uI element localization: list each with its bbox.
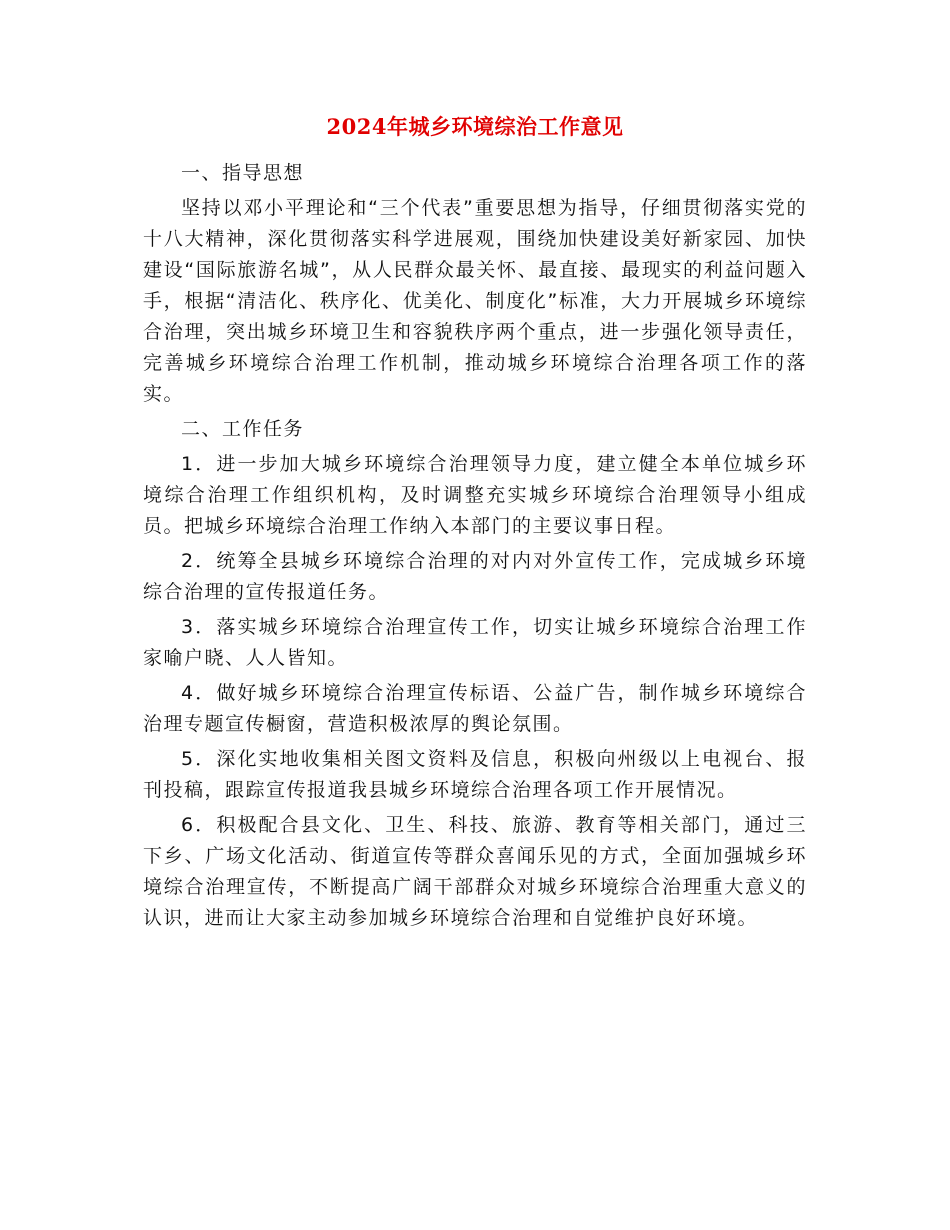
paragraph-task-5: 5．深化实地收集相关图文资料及信息，积极向州级以上电视台、报刊投稿，跟踪宣传报道我县城乡环境综合治理各项工作开展情况。 [143, 748, 807, 801]
document-body [143, 158, 807, 938]
paragraph-task-4: 4．做好城乡环境综合治理宣传标语、公益广告，制作城乡环境综合治理专题宣传橱窗，营造积极浓厚的舆论氛围。 [143, 682, 807, 735]
section-heading-work-tasks: 二、工作任务 [181, 418, 305, 440]
paragraph-task-1: 1．进一步加大城乡环境综合治理领导力度，建立健全本单位城乡环境综合治理工作组织机构，及时调整充实城乡环境综合治理领导小组成员。把城乡环境综合治理工作纳入本部门的主要议事日程。 [143, 453, 807, 537]
document-title: 2024年城乡环境综治工作意见 [326, 114, 624, 139]
paragraph-guiding-ideology: 坚持以邓小平理论和“三个代表”重要思想为指导，仔细贯彻落实党的十八大精神，深化贯彻落实科学进展观，围绕加快建设美好新家园、加快建设“国际旅游名城”，从人民群众最关怀、最直接、最现实的利益问题入手，根据“清洁化、秩序化、优美化、制度化”标准，大力开展城乡环境综合治理，突出城乡环境卫生和容貌秩序两个重点，进一步强化领导责任，完善城乡环境综合治理工作机制，推动城乡环境综合治理各项工作的落实。 [143, 197, 807, 405]
section-heading-guiding-ideology: 一、指导思想 [181, 162, 305, 184]
paragraph-task-6: 6．积极配合县文化、卫生、科技、旅游、教育等相关部门，通过三下乡、广场文化活动、街道宣传等群众喜闻乐见的方式，全面加强城乡环境综合治理宣传，不断提高广阔干部群众对城乡环境综合治理重大意义的认识，进而让大家主动参加城乡环境综合治理和自觉维护良好环境。 [143, 814, 807, 929]
paragraph-task-3: 3．落实城乡环境综合治理宣传工作，切实让城乡环境综合治理工作家喻户晓、人人皆知。 [143, 616, 807, 669]
paragraph-task-2: 2．统筹全县城乡环境综合治理的对内对外宣传工作，完成城乡环境综合治理的宣传报道任务。 [143, 550, 807, 603]
